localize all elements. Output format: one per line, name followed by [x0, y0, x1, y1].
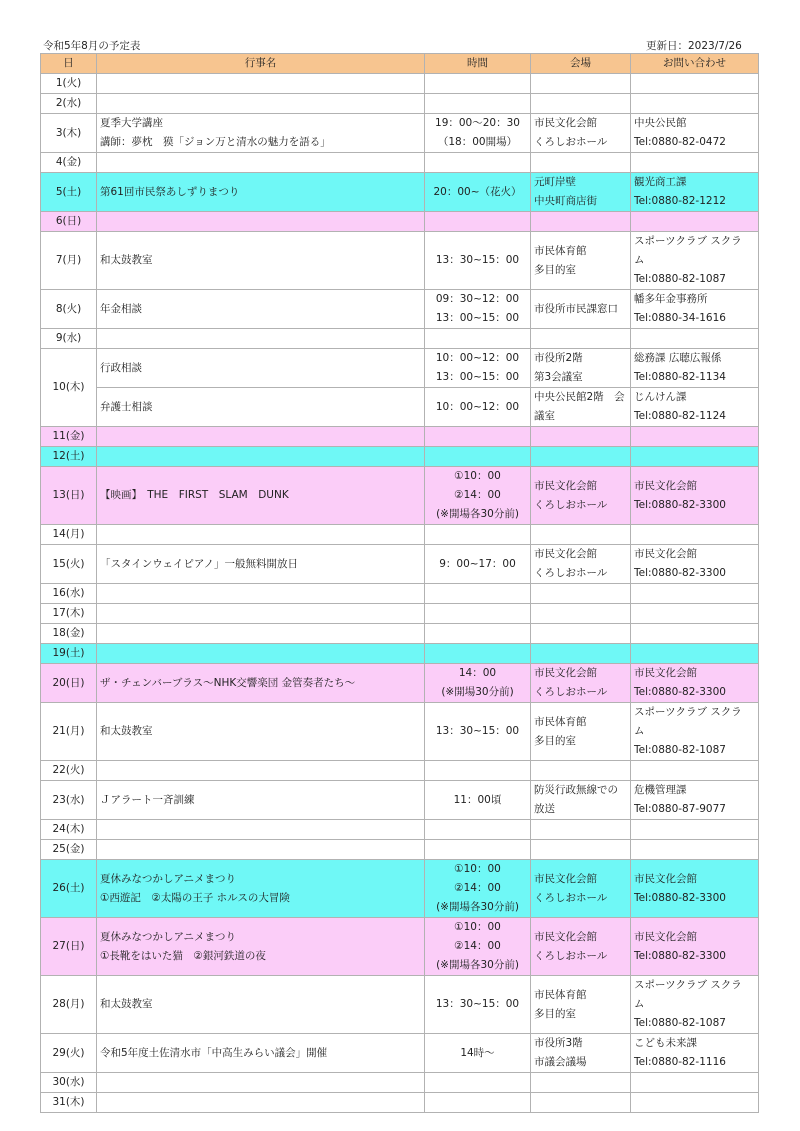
event-contact: スポーツクラブ スクラ ム Tel:0880-82-1087: [631, 976, 759, 1034]
table-row: [41, 525, 759, 545]
event-time: 14：00 (※開場30分前): [425, 664, 531, 703]
table-row: [41, 447, 759, 467]
table-row: [41, 624, 759, 644]
event-name: 【映画】 THE FIRST SLAM DUNK: [97, 467, 425, 525]
event-name: Ｊアラート一斉訓練: [97, 781, 425, 820]
table-row: [41, 1093, 759, 1113]
table-row: [41, 1073, 759, 1093]
day-cell: 25(金): [41, 840, 97, 860]
day-cell: 16(水): [41, 584, 97, 604]
event-name: 弁護士相談: [97, 388, 425, 427]
event-time: 20：00~（花火）: [425, 173, 531, 212]
event-venue: 市民文化会館 くろしおホール: [531, 467, 631, 525]
table-row: [41, 604, 759, 624]
event-venue: 市民文化会館 くろしおホール: [531, 860, 631, 918]
event-contact: 中央公民館 Tel:0880-82-0472: [631, 114, 759, 153]
day-cell: 4(金): [41, 153, 97, 173]
day-cell: 12(土): [41, 447, 97, 467]
event-name: 行政相談: [97, 349, 425, 388]
table-row: [41, 545, 759, 584]
event-contact: 市民文化会館 Tel:0880-82-3300: [631, 545, 759, 584]
event-venue: 市民体育館 多目的室: [531, 703, 631, 761]
event-venue: 市民文化会館 くろしおホール: [531, 664, 631, 703]
day-cell: 28(月): [41, 976, 97, 1034]
table-header-row: [41, 54, 759, 74]
table-row: [41, 703, 759, 761]
event-time: 19：00～20：30 （18：00開場）: [425, 114, 531, 153]
day-cell: 8(火): [41, 290, 97, 329]
event-time: 13：30~15：00: [425, 232, 531, 290]
event-time: 13：30~15：00: [425, 976, 531, 1034]
table-row: [41, 153, 759, 173]
day-cell: 18(金): [41, 624, 97, 644]
day-cell: 3(木): [41, 114, 97, 153]
event-contact: 市民文化会館 Tel:0880-82-3300: [631, 860, 759, 918]
event-contact: 市民文化会館 Tel:0880-82-3300: [631, 467, 759, 525]
table-row: [41, 427, 759, 447]
event-name: 夏季大学講座 講師：夢枕 獏「ジョン万と清水の魅力を語る」: [97, 114, 425, 153]
event-time: 10：00~12：00: [425, 388, 531, 427]
event-name: 夏休みなつかしアニメまつり ①長靴をはいた猫 ②銀河鉄道の夜: [97, 918, 425, 976]
day-cell: 11(金): [41, 427, 97, 447]
col-contact-header: お問い合わせ: [631, 54, 759, 74]
table-row: [41, 1034, 759, 1073]
table-row: [41, 114, 759, 153]
table-row: [41, 820, 759, 840]
event-contact: 幡多年金事務所 Tel:0880-34-1616: [631, 290, 759, 329]
day-cell: 31(木): [41, 1093, 97, 1113]
event-contact: 総務課 広聴広報係 Tel:0880-82-1134: [631, 349, 759, 388]
event-name: 和太鼓教室: [97, 976, 425, 1034]
day-cell: 22(火): [41, 761, 97, 781]
day-cell: 1(火): [41, 74, 97, 94]
day-cell: 19(土): [41, 644, 97, 664]
event-contact: 観光商工課 Tel:0880-82-1212: [631, 173, 759, 212]
event-venue: 市民文化会館 くろしおホール: [531, 114, 631, 153]
event-venue: 市民文化会館 くろしおホール: [531, 918, 631, 976]
event-time: ①10：00 ②14：00 (※開場各30分前): [425, 860, 531, 918]
table-row: [41, 761, 759, 781]
event-venue: 防災行政無線での 放送: [531, 781, 631, 820]
event-venue: 市役所市民課窓口: [531, 290, 631, 329]
day-cell: 5(土): [41, 173, 97, 212]
day-cell: 6(日): [41, 212, 97, 232]
table-row: [41, 860, 759, 918]
event-venue: 市役所3階 市議会議場: [531, 1034, 631, 1073]
event-time: 10：00~12：00 13：00~15：00: [425, 349, 531, 388]
event-venue: 元町岸壁 中央町商店街: [531, 173, 631, 212]
day-cell: 27(日): [41, 918, 97, 976]
day-cell: 21(月): [41, 703, 97, 761]
day-cell: 20(日): [41, 664, 97, 703]
event-contact: 市民文化会館 Tel:0880-82-3300: [631, 664, 759, 703]
table-row: [41, 467, 759, 525]
event-name: 夏休みなつかしアニメまつり ①西遊記 ②太陽の王子 ホルスの大冒険: [97, 860, 425, 918]
day-cell: 26(土): [41, 860, 97, 918]
day-cell: 14(月): [41, 525, 97, 545]
table-row: [41, 781, 759, 820]
table-row: [41, 329, 759, 349]
table-row: [41, 644, 759, 664]
event-time: 9：00~17：00: [425, 545, 531, 584]
event-name: 年金相談: [97, 290, 425, 329]
event-venue: 市民体育館 多目的室: [531, 232, 631, 290]
event-contact: スポーツクラブ スクラ ム Tel:0880-82-1087: [631, 703, 759, 761]
col-venue-header: 会場: [531, 54, 631, 74]
event-time: ①10：00 ②14：00 (※開場各30分前): [425, 467, 531, 525]
event-venue: 中央公民館2階 会 議室: [531, 388, 631, 427]
day-cell: 15(火): [41, 545, 97, 584]
event-name: 「スタインウェイピアノ」一般無料開放日: [97, 545, 425, 584]
day-cell: 30(水): [41, 1073, 97, 1093]
event-name: 第61回市民祭あしずりまつり: [97, 173, 425, 212]
table-row: [41, 212, 759, 232]
col-day-header: 日: [41, 54, 97, 74]
event-contact: スポーツクラブ スクラ ム Tel:0880-82-1087: [631, 232, 759, 290]
table-row: [41, 74, 759, 94]
table-row: [41, 173, 759, 212]
day-cell: 23(水): [41, 781, 97, 820]
table-row: [41, 388, 759, 427]
day-cell: 13(日): [41, 467, 97, 525]
page-title: 令和5年8月の予定表: [43, 40, 141, 52]
event-contact: 危機管理課 Tel:0880-87-9077: [631, 781, 759, 820]
event-time: 13：30~15：00: [425, 703, 531, 761]
event-time: 09：30~12：00 13：00~15：00: [425, 290, 531, 329]
event-contact: 市民文化会館 Tel:0880-82-3300: [631, 918, 759, 976]
day-cell: 9(水): [41, 329, 97, 349]
table-row: [41, 840, 759, 860]
table-row: [41, 94, 759, 114]
day-cell: 7(月): [41, 232, 97, 290]
table-row: [41, 918, 759, 976]
event-name: 令和5年度土佐清水市「中高生みらい議会」開催: [97, 1034, 425, 1073]
event-time: ①10：00 ②14：00 (※開場各30分前): [425, 918, 531, 976]
col-time-header: 時間: [425, 54, 531, 74]
table-row: [41, 584, 759, 604]
event-name: ザ・チェンバーブラス～NHK交響楽団 金管奏者たち～: [97, 664, 425, 703]
event-name: 和太鼓教室: [97, 703, 425, 761]
day-cell: 10(木): [41, 349, 97, 427]
table-row: [41, 664, 759, 703]
col-event-header: 行事名: [97, 54, 425, 74]
event-time: 14時～: [425, 1034, 531, 1073]
event-venue: 市民文化会館 くろしおホール: [531, 545, 631, 584]
event-venue: 市役所2階 第3会議室: [531, 349, 631, 388]
event-contact: じんけん課 Tel:0880-82-1124: [631, 388, 759, 427]
event-name: 和太鼓教室: [97, 232, 425, 290]
event-contact: こども未来課 Tel:0880-82-1116: [631, 1034, 759, 1073]
table-row: [41, 349, 759, 388]
table-row: [41, 976, 759, 1034]
table-row: [41, 290, 759, 329]
updated-date: 更新日：2023/7/26: [646, 40, 742, 52]
schedule-table: [40, 53, 759, 1113]
day-cell: 17(木): [41, 604, 97, 624]
day-cell: 24(木): [41, 820, 97, 840]
table-row: [41, 232, 759, 290]
event-time: 11：00頃: [425, 781, 531, 820]
day-cell: 29(火): [41, 1034, 97, 1073]
event-venue: 市民体育館 多目的室: [531, 976, 631, 1034]
day-cell: 2(水): [41, 94, 97, 114]
